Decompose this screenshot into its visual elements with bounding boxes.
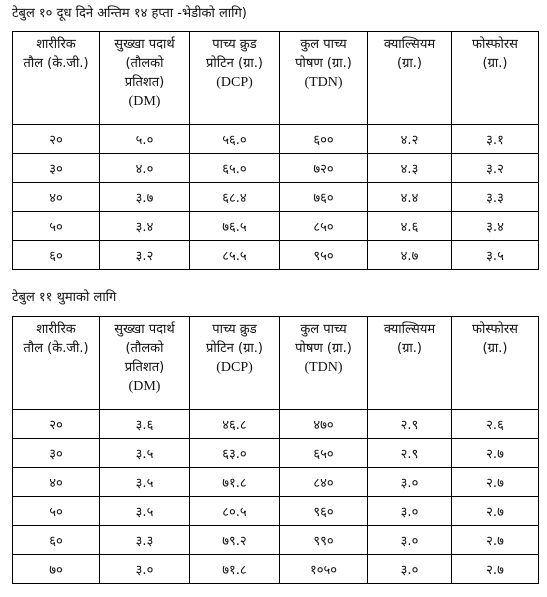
- table-cell: ७६.५: [190, 212, 280, 241]
- table-cell: ४०: [13, 468, 100, 497]
- table-cell: ४.२: [368, 125, 452, 154]
- table-cell: २.७: [452, 497, 539, 526]
- table-cell: ५०: [13, 497, 100, 526]
- table-cell: ३.२: [100, 241, 190, 270]
- table-row: [13, 212, 539, 241]
- header-line: क्याल्सियम: [383, 37, 436, 52]
- table-cell: ३.२: [452, 154, 539, 183]
- table-10-body: [13, 125, 539, 270]
- table-cell: ४.३: [368, 154, 452, 183]
- header-line: (DM): [128, 94, 161, 109]
- header-line: प्रतिशत): [124, 75, 165, 90]
- header-line: (TDN): [304, 75, 343, 90]
- table-row: [13, 468, 539, 497]
- table-cell: ६००: [280, 125, 368, 154]
- table-cell: ९६०: [280, 497, 368, 526]
- header-dry-matter: [100, 32, 190, 125]
- table-cell: ६५०: [280, 439, 368, 468]
- header-line: तौल (के.जी.): [23, 341, 89, 356]
- header-line: फोस्फोरस: [472, 37, 518, 52]
- table-cell: १०५०: [280, 555, 368, 584]
- table-cell: ३.०: [100, 555, 190, 584]
- table-10-header: [13, 32, 539, 125]
- header-line: शारीरिक: [36, 37, 76, 52]
- table-cell: ८४०: [280, 468, 368, 497]
- table-cell: ३.०: [368, 555, 452, 584]
- table-cell: ६०: [13, 526, 100, 555]
- table-cell: ७९.२: [190, 526, 280, 555]
- table-cell: ४.४: [368, 183, 452, 212]
- table-cell: २.७: [452, 555, 539, 584]
- table-cell: २.९: [368, 439, 452, 468]
- table-cell: ३.०: [368, 526, 452, 555]
- table-cell: ६५.०: [190, 154, 280, 183]
- header-line: पोषण (ग्रा.): [295, 56, 352, 71]
- table-cell: ४७०: [280, 410, 368, 439]
- table-cell: २०: [13, 410, 100, 439]
- header-line: पाच्य क्रुड: [212, 322, 257, 337]
- header-line: (तौलको: [125, 56, 164, 71]
- header-line: कुल पाच्य: [300, 37, 347, 52]
- header-line: (ग्रा.): [482, 56, 508, 71]
- table-cell: ८५.५: [190, 241, 280, 270]
- table-10-caption: टेबुल १० दूध दिने अन्तिम १४ हप्ता -भेडीको लागि): [12, 6, 247, 21]
- header-calcium: [368, 32, 452, 125]
- table-cell: ५.०: [100, 125, 190, 154]
- header-body-weight: [13, 317, 100, 410]
- header-line: शारीरिक: [36, 322, 76, 337]
- table-cell: २.७: [452, 526, 539, 555]
- table-cell: ३.५: [452, 241, 539, 270]
- table-cell: ६८.४: [190, 183, 280, 212]
- header-line: (DCP): [216, 360, 253, 375]
- header-line: (ग्रा.): [397, 341, 422, 356]
- header-tdn: [280, 32, 368, 125]
- table-cell: ७०: [13, 555, 100, 584]
- table-cell: ३.०: [368, 497, 452, 526]
- table-cell: ३.०: [368, 468, 452, 497]
- table-row: [13, 439, 539, 468]
- header-line: पाच्य क्रुड: [212, 37, 257, 52]
- header-phosphorus: [452, 32, 539, 125]
- table-row: [13, 241, 539, 270]
- header-body-weight: [13, 32, 100, 125]
- table-cell: ९५०: [280, 241, 368, 270]
- table-cell: ४०: [13, 183, 100, 212]
- header-line: (तौलको: [125, 341, 164, 356]
- table-cell: ५६.०: [190, 125, 280, 154]
- table-row: [13, 154, 539, 183]
- header-dcp: [190, 317, 280, 410]
- table-row: [13, 526, 539, 555]
- header-line: पोषण (ग्रा.): [295, 341, 352, 356]
- header-line: सुख्खा पदार्थ: [114, 37, 175, 52]
- table-cell: २.७: [452, 468, 539, 497]
- header-calcium: [368, 317, 452, 410]
- header-line: तौल (के.जी.): [23, 56, 89, 71]
- table-cell: ६०: [13, 241, 100, 270]
- header-line: सुख्खा पदार्थ: [114, 322, 175, 337]
- table-cell: ३.१: [452, 125, 539, 154]
- header-line: (TDN): [304, 360, 343, 375]
- table-11-ram: [12, 316, 539, 584]
- table-cell: ५०: [13, 212, 100, 241]
- table-cell: ९९०: [280, 526, 368, 555]
- table-row: [13, 555, 539, 584]
- header-row: [13, 317, 539, 410]
- table-cell: ३.४: [452, 212, 539, 241]
- table-cell: ६३.०: [190, 439, 280, 468]
- table-cell: ३.३: [100, 526, 190, 555]
- table-cell: ४.६: [368, 212, 452, 241]
- table-cell: ७२०: [280, 154, 368, 183]
- header-line: (ग्रा.): [397, 56, 422, 71]
- header-line: (DM): [128, 379, 161, 394]
- header-dry-matter: [100, 317, 190, 410]
- header-line: प्रतिशत): [124, 360, 165, 375]
- table-row: [13, 410, 539, 439]
- header-dcp: [190, 32, 280, 125]
- header-line: फोस्फोरस: [472, 322, 518, 337]
- table-cell: ३.४: [100, 212, 190, 241]
- header-row: [13, 32, 539, 125]
- table-cell: ३.५: [100, 439, 190, 468]
- header-line: कुल पाच्य: [300, 322, 347, 337]
- table-cell: ३.५: [100, 497, 190, 526]
- table-cell: ३०: [13, 439, 100, 468]
- table-cell: ४.७: [368, 241, 452, 270]
- table-cell: ७१.८: [190, 555, 280, 584]
- header-line: (ग्रा.): [482, 341, 508, 356]
- table-11-body: [13, 410, 539, 584]
- table-cell: ४६.८: [190, 410, 280, 439]
- table-cell: ३०: [13, 154, 100, 183]
- table-cell: ३.५: [100, 468, 190, 497]
- table-row: [13, 183, 539, 212]
- header-tdn: [280, 317, 368, 410]
- table-cell: ८०.५: [190, 497, 280, 526]
- header-line: प्रोटिन (ग्रा.): [205, 56, 263, 71]
- table-cell: २०: [13, 125, 100, 154]
- table-cell: ४.०: [100, 154, 190, 183]
- header-line: प्रोटिन (ग्रा.): [205, 341, 263, 356]
- table-10-lactating-ewe: [12, 31, 539, 270]
- table-11-header: [13, 317, 539, 410]
- table-row: [13, 497, 539, 526]
- table-cell: २.७: [452, 439, 539, 468]
- table-11-caption: टेबुल ११ थुमाको लागि: [12, 290, 117, 305]
- table-cell: ३.३: [452, 183, 539, 212]
- table-cell: ३.७: [100, 183, 190, 212]
- header-phosphorus: [452, 317, 539, 410]
- table-cell: ८५०: [280, 212, 368, 241]
- table-cell: ७१.८: [190, 468, 280, 497]
- header-line: (DCP): [216, 75, 253, 90]
- table-cell: ७६०: [280, 183, 368, 212]
- table-cell: २.६: [452, 410, 539, 439]
- table-row: [13, 125, 539, 154]
- table-cell: ३.६: [100, 410, 190, 439]
- header-line: क्याल्सियम: [383, 322, 436, 337]
- table-cell: २.९: [368, 410, 452, 439]
